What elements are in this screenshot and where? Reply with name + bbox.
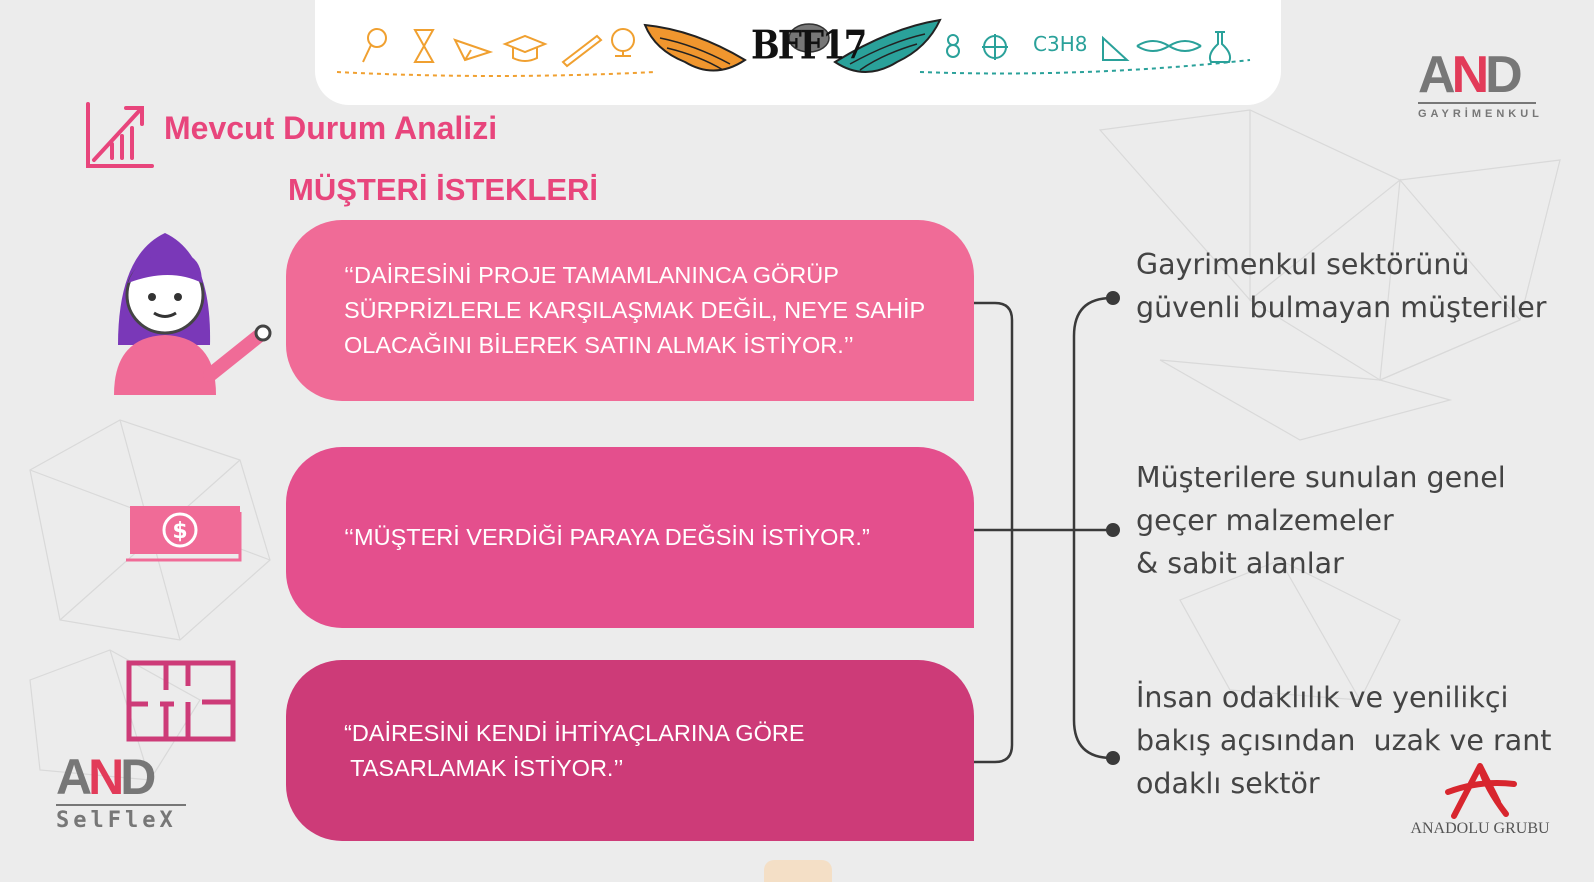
connector-dot	[1106, 751, 1120, 765]
connector-dot	[1106, 291, 1120, 305]
anadolu-grubu-label: ANADOLU GRUBU	[1410, 820, 1550, 837]
section-title: MÜŞTERİ İSTEKLERİ	[288, 172, 599, 207]
and-logo-letters: AND	[56, 749, 153, 805]
and-selflex-logo	[56, 749, 186, 833]
connector-dot	[1106, 523, 1120, 537]
page-title: Mevcut Durum Analizi	[164, 110, 498, 146]
reason-text-1: Gayrimenkul sektörünü güvenli bulmayan müşteriler	[1136, 248, 1547, 324]
gayrimenkul-label: GAYRİMENKUL	[1418, 102, 1536, 120]
formula-icon: C3H8	[1033, 32, 1088, 56]
card-quote: ‘‘DAİRESİNİ PROJE TAMAMLANINCA GÖRÜP SÜRPRİZLERLE KARŞILAŞMAK DEĞİL, NEYE SAHİP OLACAĞINI BİLEREK SATIN ALMAK İSTİYOR.’’	[344, 262, 926, 358]
and-logo-letters: AND	[1418, 46, 1519, 104]
page-number-tab	[764, 860, 832, 882]
reason-text-3: İnsan odaklılık ve yenilikçi bakış açısından uzak ve rant odaklı sektör	[1136, 681, 1552, 800]
anadolu-grubu-logo	[1410, 762, 1550, 838]
bff17-brand: BFF17	[751, 23, 866, 69]
svg-text:$: $	[172, 519, 188, 544]
selflex-label: SelFleX	[56, 804, 186, 833]
card-quote: “DAİRESİNİ KENDİ İHTİYAÇLARINA GÖRE TASARLAMAK İSTİYOR.’’	[344, 719, 805, 781]
anadolu-emblem-icon	[1440, 762, 1520, 820]
card-quote: ‘‘MÜŞTERİ VERDİĞİ PARAYA DEĞSİN İSTİYOR.”	[344, 524, 870, 550]
reason-text-2: Müşterilere sunulan genel geçer malzemeler & sabit alanlar	[1136, 461, 1506, 580]
